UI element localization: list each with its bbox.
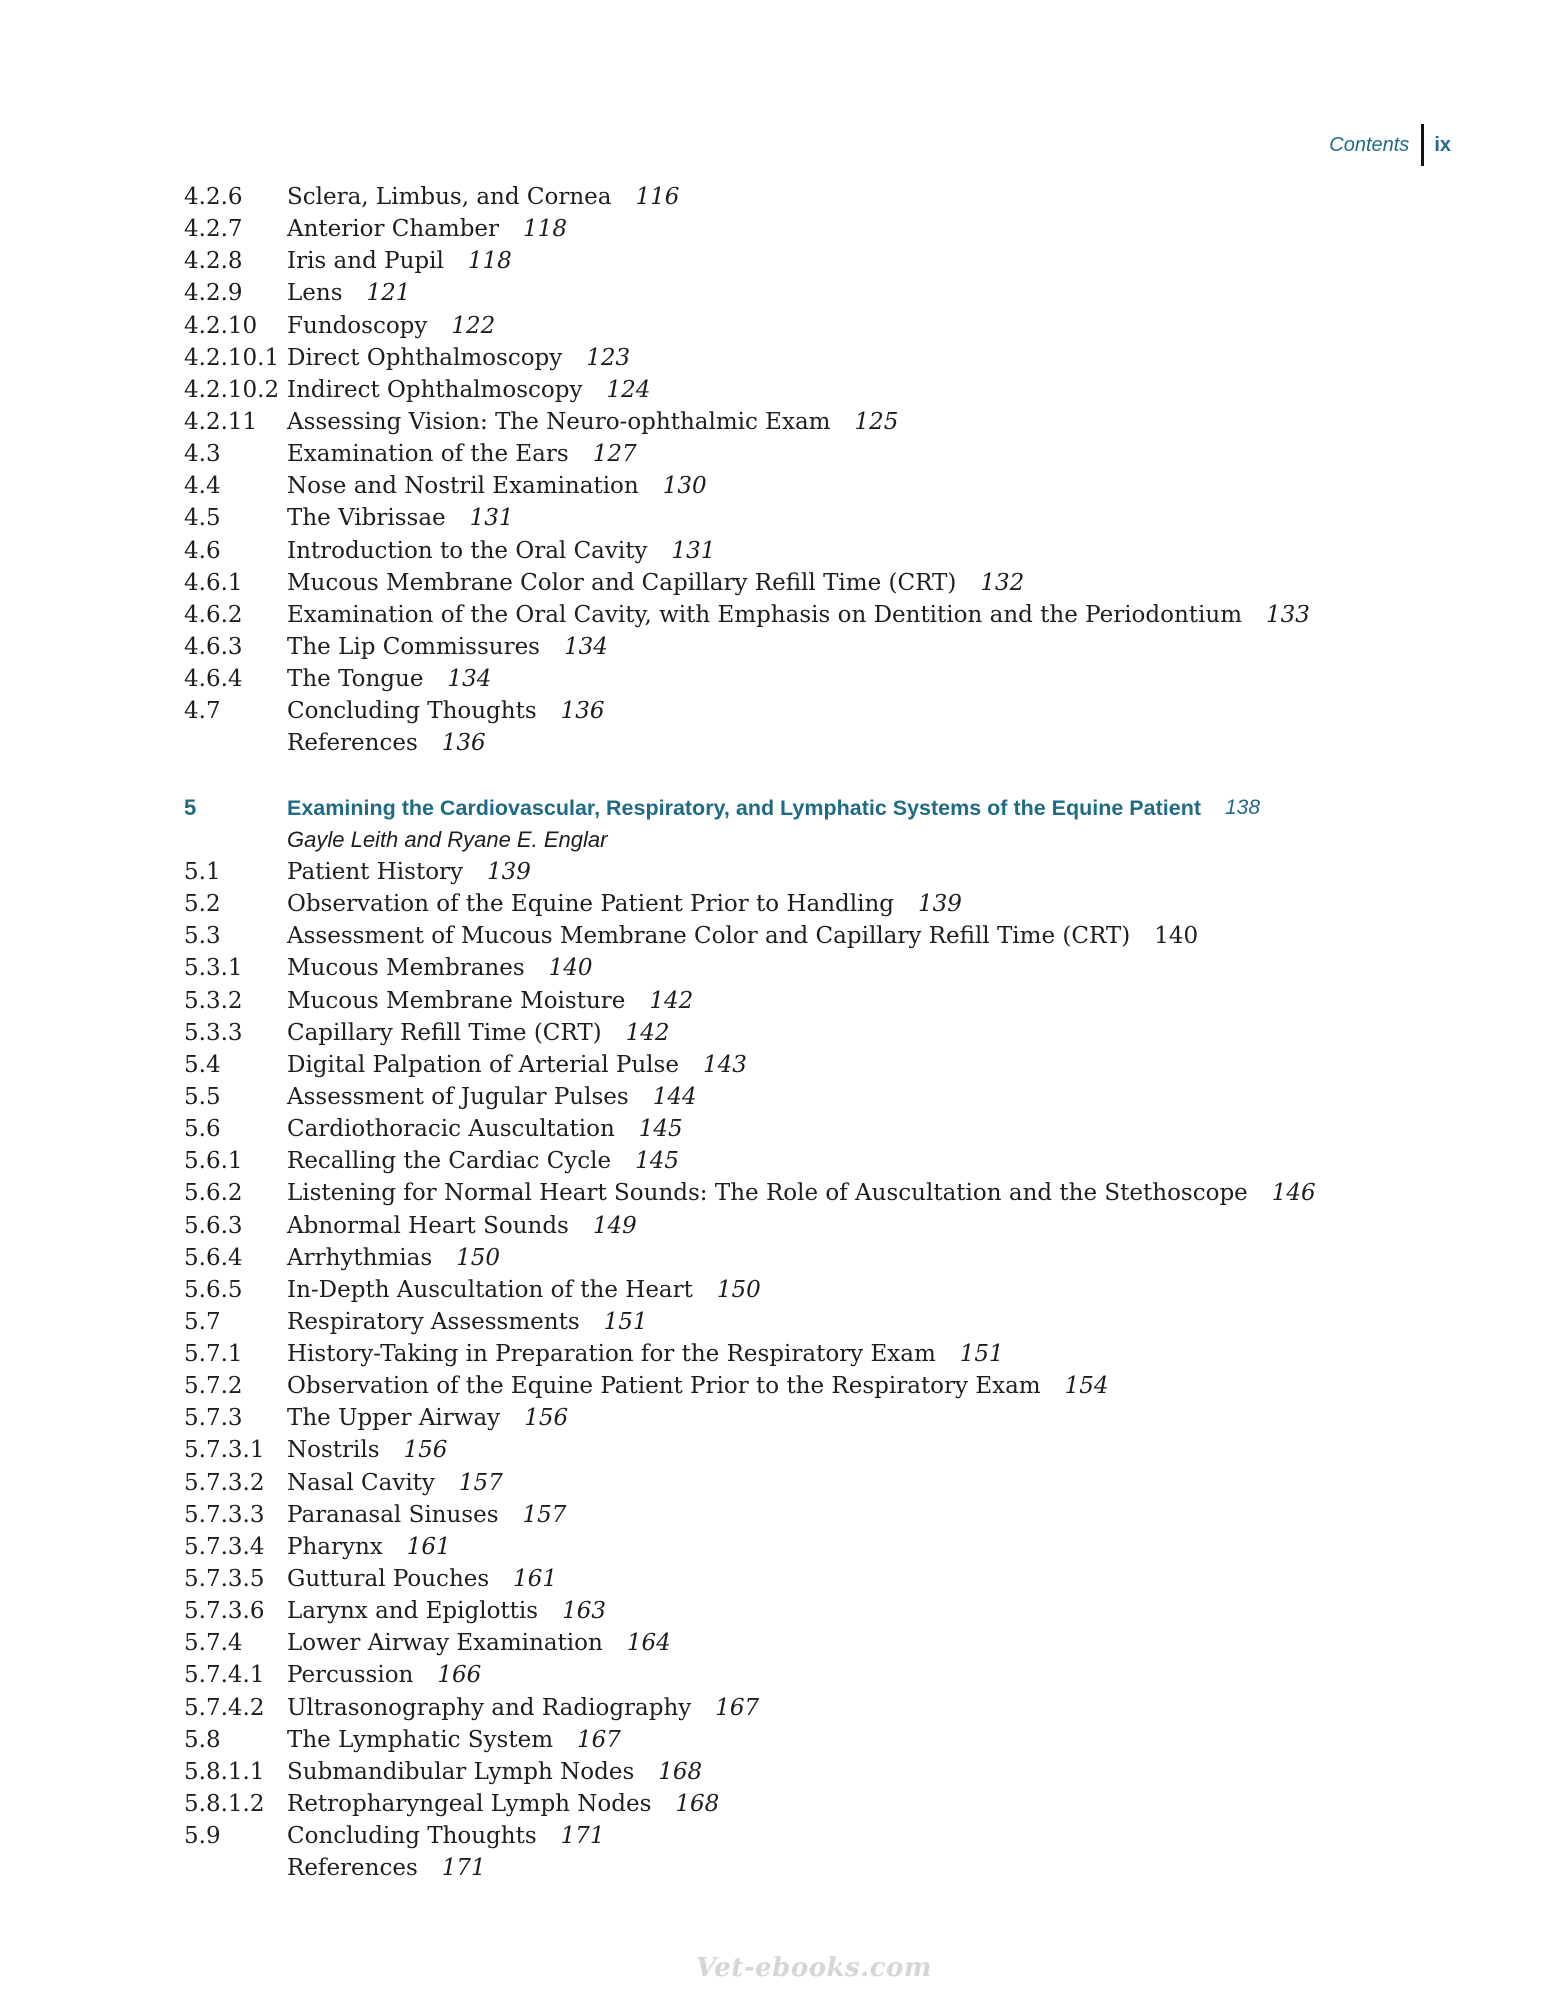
toc-entry-title: Direct Ophthalmoscopy	[287, 344, 563, 371]
toc-entry[interactable]	[184, 535, 1415, 567]
chapter-authors: Gayle Leith and Ryane E. Englar	[287, 826, 608, 852]
toc-entry[interactable]	[184, 181, 1415, 213]
toc-entry-page-number: 142	[649, 987, 694, 1014]
toc-entry-page-number: 145	[635, 1148, 680, 1175]
toc-entry-title: Nose and Nostril Examination	[287, 473, 639, 500]
toc-entry-page-number: 168	[675, 1791, 720, 1818]
toc-entry-title: Larynx and Epiglottis	[287, 1598, 539, 1625]
toc-entry-page-number: 134	[447, 666, 492, 693]
toc-entry-number: 5.7	[184, 1308, 221, 1335]
toc-entry-title: Arrhythmias	[287, 1244, 433, 1271]
table-of-contents	[184, 181, 1415, 1884]
authors-indent	[184, 824, 287, 856]
toc-entry-title: Indirect Ophthalmoscopy	[287, 376, 583, 403]
toc-entry-title: The Lip Commissures	[287, 633, 540, 660]
toc-entry-page-number: 139	[487, 858, 531, 885]
toc-entry-page-number: 154	[1064, 1373, 1109, 1400]
toc-entry[interactable]	[184, 952, 1415, 984]
toc-entry[interactable]	[184, 985, 1415, 1017]
toc-entry-number: 5.7.4.1	[184, 1662, 265, 1689]
toc-entry-title: Mucous Membrane Color and Capillary Refill Time (CRT)	[287, 569, 957, 596]
toc-entry[interactable]	[184, 1017, 1415, 1049]
toc-entry-page-number: 161	[406, 1533, 451, 1560]
toc-entry-page-number: 144	[652, 1083, 697, 1110]
toc-entry-page-number: 156	[524, 1405, 569, 1432]
toc-entry[interactable]	[184, 1306, 1415, 1338]
toc-entry-number: 5.6.3	[184, 1212, 243, 1239]
toc-entry-number: 5.7.3	[184, 1405, 243, 1432]
toc-entry[interactable]	[184, 1467, 1415, 1499]
toc-entry-title: Concluding Thoughts	[287, 1823, 537, 1850]
toc-entry-title: Observation of the Equine Patient Prior to Handling	[287, 891, 894, 918]
toc-entry-page-number: 130	[662, 473, 707, 500]
toc-entry-number: 5.7.4	[184, 1630, 243, 1657]
toc-entry[interactable]	[184, 888, 1415, 920]
toc-entry-number: 4.3	[184, 441, 221, 468]
toc-entry-page-number: 151	[603, 1308, 648, 1335]
toc-entry[interactable]	[184, 1210, 1415, 1242]
chapter-title: Examining the Cardiovascular, Respiratory, and Lymphatic Systems of the Equine Patient	[287, 795, 1201, 820]
toc-entry-page-number: 132	[980, 569, 1025, 596]
toc-entry[interactable]	[184, 1177, 1415, 1209]
toc-entry-title: Lens	[287, 280, 343, 307]
toc-entry-number: 4.6.2	[184, 601, 243, 628]
toc-entry-number: 5.7.4.2	[184, 1694, 265, 1721]
toc-entry[interactable]	[184, 1627, 1415, 1659]
toc-entry-page-number: 133	[1266, 601, 1310, 628]
toc-entry[interactable]	[184, 1242, 1415, 1274]
toc-entry-number: 4.6.1	[184, 569, 243, 596]
toc-entry-title: Concluding Thoughts	[287, 698, 537, 725]
toc-entry[interactable]	[184, 1402, 1415, 1434]
toc-entry-page-number: 157	[522, 1501, 567, 1528]
toc-entry[interactable]	[184, 1692, 1415, 1724]
toc-entry[interactable]	[184, 920, 1415, 952]
toc-entry[interactable]	[184, 1274, 1415, 1306]
toc-entry-page-number: 145	[638, 1116, 683, 1143]
toc-entry-number: 4.5	[184, 505, 221, 532]
toc-entry-number: 5.6.2	[184, 1180, 243, 1207]
toc-entry[interactable]	[184, 406, 1415, 438]
toc-entry-number: 5.7.3.5	[184, 1566, 265, 1593]
toc-entry[interactable]	[184, 1145, 1415, 1177]
toc-entry-number: 5.5	[184, 1083, 221, 1110]
toc-entry-number: 5.9	[184, 1823, 221, 1850]
toc-entry[interactable]	[184, 502, 1415, 534]
toc-entry-title: Iris and Pupil	[287, 248, 444, 275]
toc-entry-title: Digital Palpation of Arterial Pulse	[287, 1051, 679, 1078]
toc-entry-number: 5.7.2	[184, 1373, 243, 1400]
toc-entry-number: 5.3.3	[184, 1019, 243, 1046]
toc-entry-title: Assessment of Jugular Pulses	[287, 1083, 629, 1110]
toc-entry-title: Anterior Chamber	[287, 216, 500, 243]
toc-entry-page-number: 161	[513, 1566, 558, 1593]
chapter-authors-row	[184, 824, 1415, 856]
chapter-page-number: 138	[1225, 795, 1261, 819]
toc-entry[interactable]	[184, 438, 1415, 470]
toc-entry-page-number: 134	[564, 633, 608, 660]
toc-entry-page-number: 157	[458, 1469, 503, 1496]
toc-entry-number: 4.2.9	[184, 280, 243, 307]
toc-entry-page-number: 124	[606, 376, 651, 403]
running-head-section: Contents	[1329, 133, 1410, 156]
toc-entry-title: Respiratory Assessments	[287, 1308, 580, 1335]
toc-entry-page-number: 131	[671, 537, 716, 564]
toc-entry-page-number: 150	[716, 1276, 761, 1303]
toc-entry-number: 4.2.10.1	[184, 344, 280, 371]
toc-entry[interactable]	[184, 374, 1415, 406]
toc-entry-page-number: 125	[854, 408, 899, 435]
toc-entry-number: 5.3.1	[184, 955, 243, 982]
toc-entry-title: Recalling the Cardiac Cycle	[287, 1148, 612, 1175]
toc-entry-number: 5.1	[184, 858, 221, 885]
toc-entry-title: Mucous Membrane Moisture	[287, 987, 626, 1014]
toc-entry[interactable]	[184, 277, 1415, 309]
toc-entry[interactable]	[184, 1499, 1415, 1531]
toc-entry-page-number: 151	[959, 1341, 1004, 1368]
running-head	[1329, 124, 1451, 166]
toc-entry-number: 5.3.2	[184, 987, 243, 1014]
toc-entry-page-number: 143	[702, 1051, 747, 1078]
toc-entry-title: Assessing Vision: The Neuro-ophthalmic Exam	[287, 408, 831, 435]
toc-entry-title: Nasal Cavity	[287, 1469, 435, 1496]
toc-entry[interactable]	[184, 213, 1415, 245]
toc-entry-page-number: 116	[635, 184, 680, 210]
toc-entry-page-number: 168	[658, 1758, 703, 1785]
toc-entry-number: 5.7.3.4	[184, 1533, 265, 1560]
toc-entry-number: 4.2.6	[184, 184, 243, 210]
toc-entry[interactable]	[184, 856, 1415, 888]
toc-entry-number: 4.2.10	[184, 312, 258, 339]
toc-entry-page-number: 166	[437, 1662, 482, 1689]
toc-entry[interactable]	[184, 1852, 1415, 1884]
toc-entry-page-number: 122	[451, 312, 496, 339]
toc-entry-number: 5.7.1	[184, 1341, 243, 1368]
toc-entry[interactable]	[184, 1113, 1415, 1145]
toc-entry-number: 5.6.4	[184, 1244, 243, 1271]
toc-entry[interactable]	[184, 695, 1415, 727]
toc-entry[interactable]	[184, 567, 1415, 599]
toc-entry[interactable]	[184, 1595, 1415, 1627]
toc-entry-title: Lower Airway Examination	[287, 1630, 603, 1657]
toc-entry-title: Submandibular Lymph Nodes	[287, 1758, 635, 1785]
toc-entry-number: 5.4	[184, 1051, 221, 1078]
toc-entry-page-number: 167	[715, 1694, 760, 1721]
toc-entry-title: References	[287, 1855, 418, 1882]
toc-entry-number	[184, 727, 287, 759]
toc-section-chapter-4	[184, 181, 1415, 760]
toc-entry-page-number: 142	[625, 1019, 670, 1046]
toc-entry-title: Nostrils	[287, 1437, 380, 1464]
toc-entry-page-number: 150	[456, 1244, 501, 1271]
watermark: Vet-ebooks.com	[696, 1953, 932, 1983]
toc-entry-title: Abnormal Heart Sounds	[287, 1212, 569, 1239]
toc-entry-title: Capillary Refill Time (CRT)	[287, 1019, 602, 1046]
toc-entry[interactable]	[184, 470, 1415, 502]
toc-entry-title: Listening for Normal Heart Sounds: The Role of Auscultation and the Stethoscope	[287, 1180, 1248, 1207]
toc-entry-title: Introduction to the Oral Cavity	[287, 537, 648, 564]
toc-entry-title: The Vibrissae	[287, 505, 446, 532]
toc-entry-number	[184, 1852, 287, 1884]
toc-entry[interactable]	[184, 1338, 1415, 1370]
toc-entry-title: The Tongue	[287, 666, 424, 693]
toc-entry[interactable]	[184, 1434, 1415, 1466]
toc-entry[interactable]	[184, 663, 1415, 695]
toc-entry-page-number: 156	[403, 1437, 448, 1464]
toc-entry-number: 5.6	[184, 1116, 221, 1143]
toc-entry-number: 5.8.1.2	[184, 1791, 265, 1818]
chapter-gap	[184, 760, 1415, 792]
toc-entry-page-number: 139	[918, 891, 962, 918]
toc-entry-number: 4.2.8	[184, 248, 243, 275]
toc-entry-page-number: 131	[469, 505, 514, 532]
toc-entry-number: 4.7	[184, 698, 221, 725]
toc-entry-title: Examination of the Oral Cavity, with Emphasis on Dentition and the Periodontium	[287, 601, 1243, 628]
toc-entry-page-number: 164	[626, 1630, 671, 1657]
toc-entry-title: Mucous Membranes	[287, 955, 525, 982]
toc-entry-title: Retropharyngeal Lymph Nodes	[287, 1791, 652, 1818]
toc-entry[interactable]	[184, 1370, 1415, 1402]
toc-entry-number: 5.3	[184, 923, 221, 950]
toc-entry[interactable]	[184, 1820, 1415, 1852]
toc-entry-number: 4.6.4	[184, 666, 243, 693]
toc-entry-page-number: 121	[366, 280, 411, 307]
chapter-heading[interactable]	[184, 792, 1415, 824]
toc-entry-number: 4.2.7	[184, 216, 243, 243]
toc-entry[interactable]	[184, 342, 1415, 374]
toc-entry-number: 5.7.3.3	[184, 1501, 265, 1528]
toc-entry[interactable]	[184, 1659, 1415, 1691]
toc-entry-page-number: 118	[467, 248, 512, 275]
toc-entry-page-number: 140	[1154, 923, 1199, 950]
toc-entry-number: 4.2.10.2	[184, 376, 280, 403]
toc-entry-title: Ultrasonography and Radiography	[287, 1694, 692, 1721]
toc-entry-title: History-Taking in Preparation for the Respiratory Exam	[287, 1341, 936, 1368]
toc-entry-title: The Upper Airway	[287, 1405, 501, 1432]
toc-entry-title: Paranasal Sinuses	[287, 1501, 499, 1528]
toc-entry-page-number: 136	[560, 698, 605, 725]
toc-entry-title: Patient History	[287, 858, 464, 885]
toc-entry-number: 5.6.5	[184, 1276, 243, 1303]
toc-entry-title: Percussion	[287, 1662, 414, 1689]
toc-entry[interactable]	[184, 245, 1415, 277]
toc-section-chapter-5	[184, 856, 1415, 1885]
toc-entry-number: 4.6.3	[184, 633, 243, 660]
toc-entry-page-number: 171	[441, 1855, 486, 1882]
toc-entry-number: 5.6.1	[184, 1148, 243, 1175]
toc-entry[interactable]	[184, 727, 1415, 759]
toc-entry-title: Fundoscopy	[287, 312, 428, 339]
toc-entry-title: Pharynx	[287, 1533, 383, 1560]
toc-entry[interactable]	[184, 1724, 1415, 1756]
toc-entry-page-number: 167	[577, 1726, 621, 1753]
toc-entry-number: 5.8	[184, 1726, 221, 1753]
toc-entry[interactable]	[184, 1049, 1415, 1081]
toc-entry-page-number: 127	[592, 441, 637, 468]
toc-entry[interactable]	[184, 1531, 1415, 1563]
toc-entry[interactable]	[184, 1788, 1415, 1820]
toc-entry-title: Observation of the Equine Patient Prior to the Respiratory Exam	[287, 1373, 1041, 1400]
toc-entry-title: The Lymphatic System	[287, 1726, 554, 1753]
toc-entry-number: 4.6	[184, 537, 221, 564]
toc-entry-number: 5.8.1.1	[184, 1758, 265, 1785]
toc-entry[interactable]	[184, 631, 1415, 663]
toc-entry-title: Assessment of Mucous Membrane Color and Capillary Refill Time (CRT)	[287, 923, 1131, 950]
toc-entry-number: 5.7.3.2	[184, 1469, 265, 1496]
running-head-page-number: ix	[1434, 133, 1451, 156]
toc-entry-title: Sclera, Limbus, and Cornea	[287, 184, 612, 210]
toc-entry-page-number: 163	[562, 1598, 606, 1625]
toc-entry[interactable]	[184, 599, 1415, 631]
toc-entry-title: Cardiothoracic Auscultation	[287, 1116, 615, 1143]
chapter-number: 5	[184, 794, 197, 820]
toc-entry-page-number: 171	[560, 1823, 605, 1850]
toc-entry-title: In-Depth Auscultation of the Heart	[287, 1276, 693, 1303]
toc-entry-page-number: 136	[441, 730, 486, 757]
toc-entry-number: 5.7.3.1	[184, 1437, 265, 1464]
toc-entry[interactable]	[184, 1081, 1415, 1113]
toc-entry-page-number: 146	[1271, 1180, 1316, 1207]
toc-entry-page-number: 123	[586, 344, 631, 371]
toc-entry-page-number: 140	[548, 955, 593, 982]
toc-entry-number: 4.2.11	[184, 408, 258, 435]
toc-entry-page-number: 118	[523, 216, 567, 243]
toc-entry[interactable]	[184, 1563, 1415, 1595]
toc-entry[interactable]	[184, 1756, 1415, 1788]
running-head-rule	[1421, 124, 1424, 166]
toc-entry-title: Examination of the Ears	[287, 441, 569, 468]
toc-entry[interactable]	[184, 310, 1415, 342]
toc-entry-title: Guttural Pouches	[287, 1566, 490, 1593]
toc-entry-number: 5.2	[184, 891, 221, 918]
toc-entry-number: 4.4	[184, 473, 221, 500]
toc-entry-number: 5.7.3.6	[184, 1598, 265, 1625]
toc-entry-page-number: 149	[592, 1212, 637, 1239]
toc-entry-title: References	[287, 730, 418, 757]
